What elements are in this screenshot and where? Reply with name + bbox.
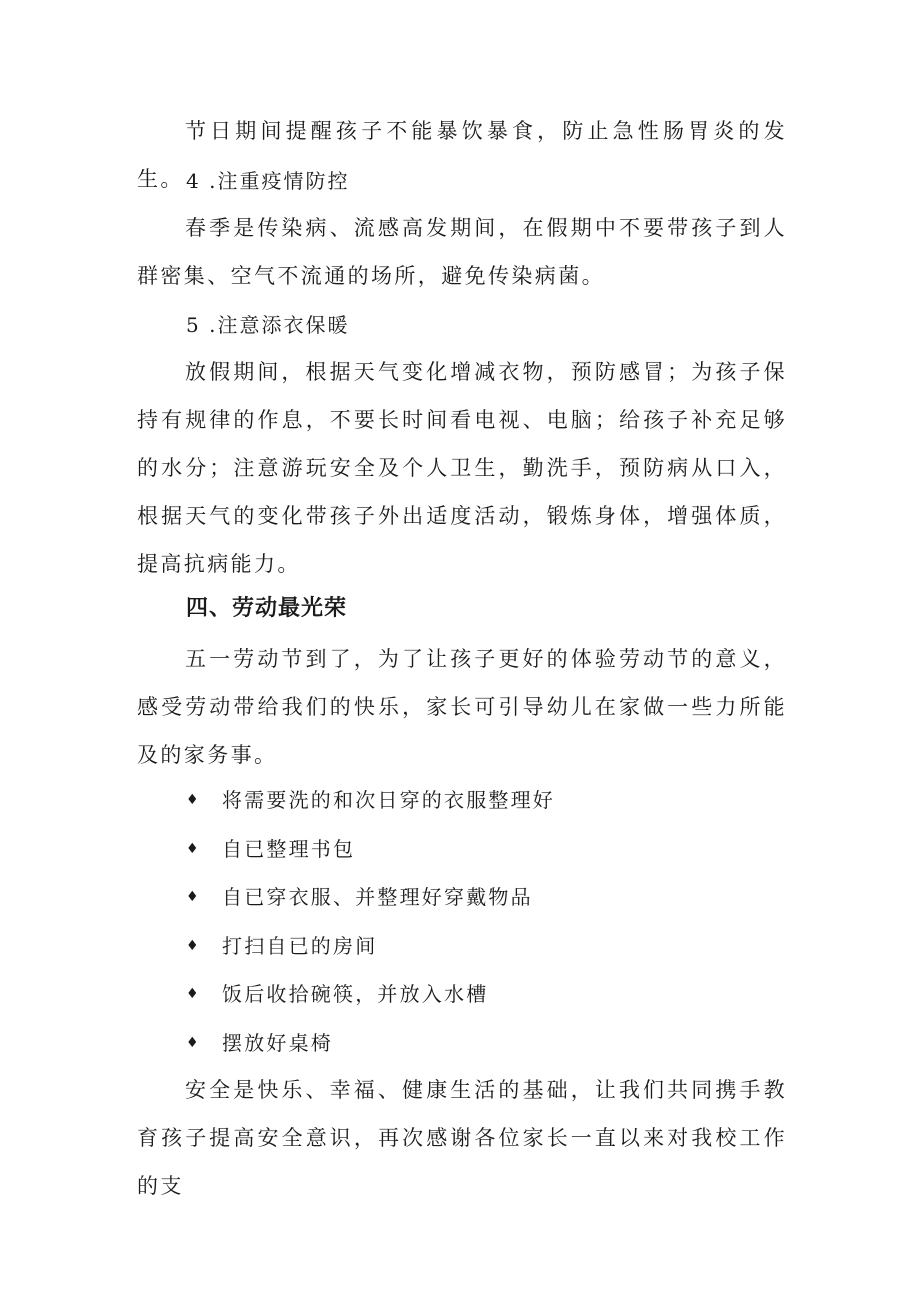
labor-intro-paragraph: 五一劳动节到了，为了让孩子更好的体验劳动节的意义，感受劳动带给我们的快乐，家长可引导幼儿在家做一些力所能及的家务事。 [137, 647, 787, 767]
diamond-bullet-icon: ♦ [186, 1034, 199, 1051]
paragraph-intro: 节日期间提醒孩子不能暴饮暴食，防止急性肠胃炎的发生。 [137, 119, 787, 191]
diamond-bullet-icon: ♦ [186, 986, 199, 1003]
list-item [186, 882, 555, 931]
list-item [186, 979, 555, 1028]
list-item-text: 打扫自已的房间 [222, 933, 378, 958]
list-item [186, 834, 555, 883]
diamond-bullet-icon: ♦ [186, 937, 199, 954]
item-5-title: 5 .注意添衣保暖 [186, 313, 350, 337]
item-4-title: 4 .注重疫情防控 [186, 169, 350, 193]
section-heading-labor: 四、劳动最光荣 [186, 596, 348, 621]
item-4-body: 春季是传染病、流感高发期间，在假期中不要带孩子到人群密集、空气不流通的场所，避免传染病菌。 [137, 216, 787, 288]
list-item-text: 自已整理书包 [222, 836, 356, 861]
item-5-body: 放假期间，根据天气变化增减衣物，预防感冒；为孩子保持有规律的作息，不要长时间看电视、电脑；给孩子补充足够的水分；注意游玩安全及个人卫生，勤洗手，预防病从口入，根据天气的变化带孩子外出适度活动，锻炼身体，增强体质，提高抗病能力。 [137, 360, 787, 576]
list-item-text: 摆放好桌椅 [222, 1030, 333, 1055]
list-item [186, 931, 555, 980]
closing-paragraph: 安全是快乐、幸福、健康生活的基础，让我们共同携手教育孩子提高安全意识，再次感谢各位家长一直以来对我校工作的支 [137, 1078, 787, 1198]
list-item-text: 饭后收拾碗筷，并放入水槽 [222, 982, 489, 1007]
diamond-bullet-icon: ♦ [186, 840, 199, 857]
diamond-bullet-icon: ♦ [186, 889, 199, 906]
list-item [186, 785, 555, 834]
list-item-text: 将需要洗的和次日穿的衣服整理好 [222, 788, 555, 812]
chores-list [186, 785, 555, 1077]
list-item-text: 自已穿衣服、并整理好穿戴物品 [222, 885, 533, 910]
diamond-bullet-icon: ♦ [186, 792, 199, 808]
